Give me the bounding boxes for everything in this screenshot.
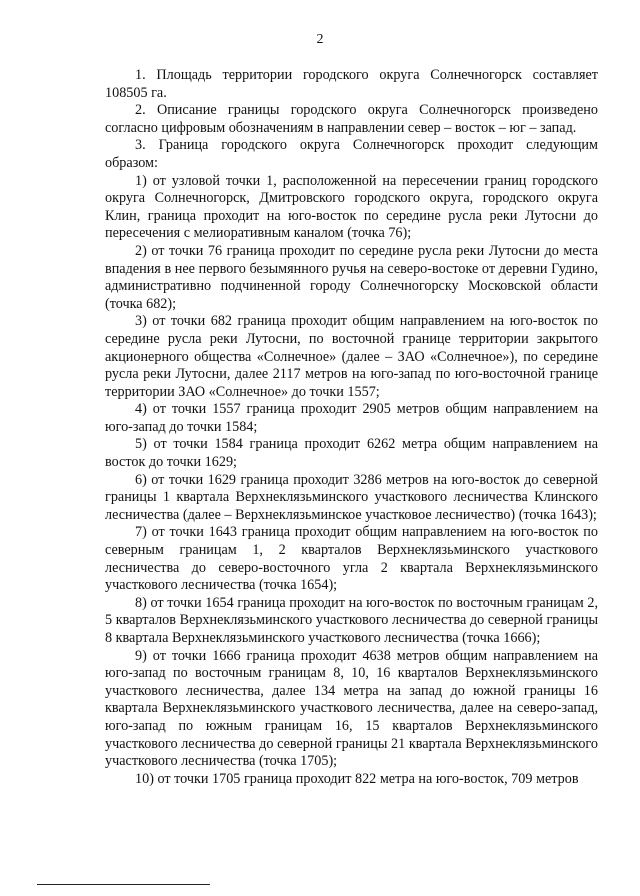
paragraph-last: 10) от точки 1705 граница проходит 822 метра на юго-восток, 709 метров xyxy=(135,770,579,787)
paragraph: 3. Граница городского округа Солнечногорск проходит следующим образом: xyxy=(105,137,598,171)
document-body xyxy=(105,67,598,788)
paragraph: 8) от точки 1654 граница проходит на юго-восток по восточным границам 2, 5 кварталов Верхнеклязьминского участкового лесничества до северной границы 8 квартала Верхнеклязьминского участкового лесничества (точка 1666); xyxy=(105,594,598,646)
paragraph: 9) от точки 1666 граница проходит 4638 метров общим направлением на юго-запад по восточным границам 8, 10, 16 кварталов Верхнеклязьминского участкового лесничества, далее 134 метра на запад до южной границы 16 квартала Верхнеклязьминского участкового лесничества, далее на северо-запад, юго-запад по южным границам 16, 15 кварталов Верхнеклязьминского участкового лесничества до северной границы 21 квартала Верхнеклязьминского участкового лесничества (точка 1705); xyxy=(105,647,598,770)
page-number: 2 xyxy=(316,32,324,47)
paragraph: 2. Описание границы городского округа Солнечногорск произведено согласно цифровым обозначениям в направлении север – восток – юг – запад. xyxy=(105,102,598,136)
paragraph: 4) от точки 1557 граница проходит 2905 метров общим направлением на юго-запад до точки 1584; xyxy=(105,401,598,435)
paragraph: 3) от точки 682 граница проходит общим направлением на юго-восток по середине русла реки Лутосни, по восточной границе территории закрытого акционерного общества «Солнечное» (далее – ЗАО «Солнечное»), по середине русла реки Лутосни, далее 2117 метров на юго-запад по юго-восточной границе территории ЗАО «Солнечное» до точки 1557; xyxy=(105,313,598,400)
paragraph: 1. Площадь территории городского округа Солнечногорск составляет 108505 га. xyxy=(105,67,598,101)
paragraph: 5) от точки 1584 граница проходит 6262 метра общим направлением на восток до точки 1629; xyxy=(105,436,598,471)
footer-rule xyxy=(37,884,210,885)
paragraph: 7) от точки 1643 граница проходит общим направлением на юго-восток по северным границам 1, 2 кварталов Верхнеклязьминского участкового лесничества до северо-восточного угла 2 квартала Верхнеклязьминского участкового лесничества (точка 1654); xyxy=(105,524,598,594)
paragraph: 1) от узловой точки 1, расположенной на пересечении границ городского округа Солнечногорск, Дмитровского городского округа, городского округа Клин, граница проходит на юго-восток по середине русла реки Лутосни до пересечения с мелиоративным каналом (точка 76); xyxy=(105,172,598,242)
paragraph: 2) от точки 76 граница проходит по середине русла реки Лутосни до места впадения в нее первого безымянного ручья на северо-востоке от деревни Гудино, административно подчиненной городу Солнечногорску Московской области (точка 682); xyxy=(105,242,598,312)
paragraph: 6) от точки 1629 граница проходит 3286 метров на юго-восток до северной границы 1 квартала Верхнеклязьминского участкового лесничества Клинского лесничества (далее – Верхнеклязьминское участковое лесничество) (точка 1643); xyxy=(105,471,598,523)
